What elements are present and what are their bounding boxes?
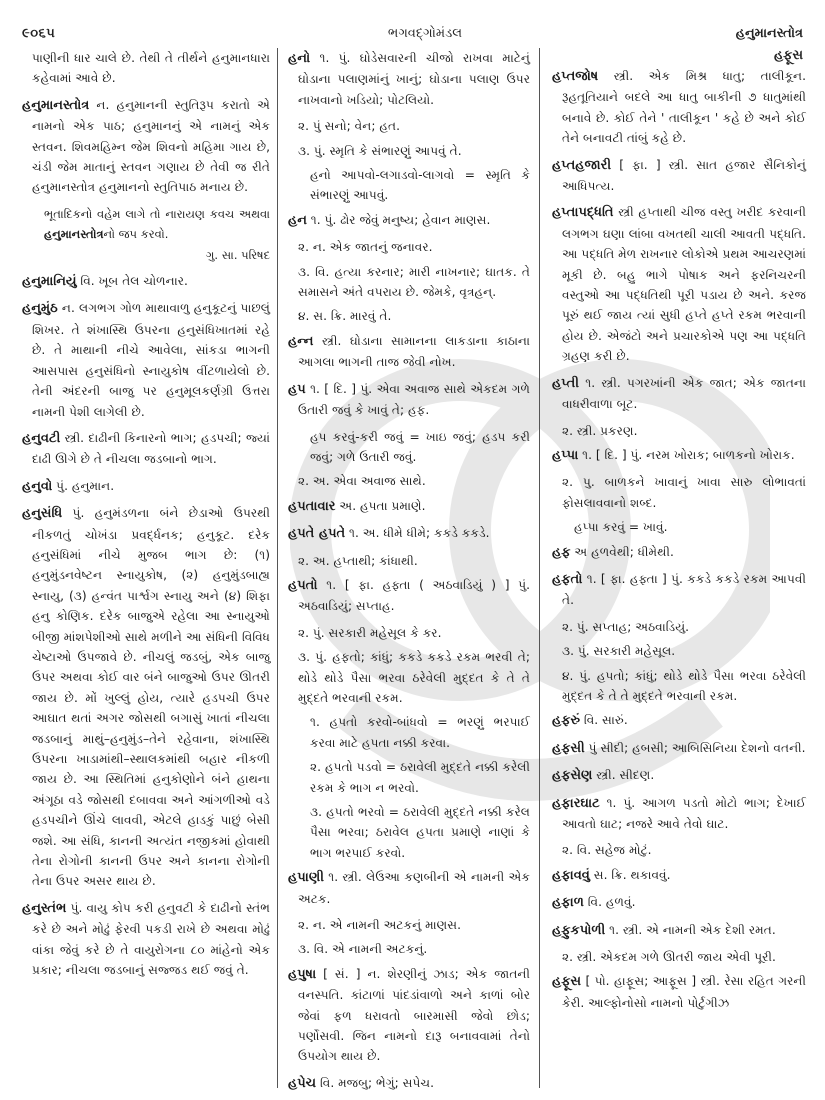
headword: હપતાવાર: [288, 498, 336, 514]
dictionary-entry: [288, 867, 530, 909]
definition: ૧. સ્ત્રી. પગરખાંની એક જાત; એક જાતના વાધરીવાળા બૂટ.: [562, 375, 806, 412]
dictionary-entry: [288, 48, 530, 110]
definition: [ પો. હાફૂસ; આફૂસ ] સ્ત્રી. રેસા રહિત ગરની કેરી. આલ્ફોનોસો નામનો પોર્ટુગીઝ: [562, 974, 806, 1010]
dictionary-entry: [22, 898, 270, 981]
dictionary-entry: [552, 542, 806, 563]
sense: ૨. ન. એક જાતનું જનાવર.: [298, 240, 433, 255]
headword: હફસેણ: [552, 768, 593, 784]
headword: હપ્તહજારી: [552, 157, 612, 173]
definition: વિ. સારું.: [580, 713, 628, 728]
sense: ૨. પું. સપ્તાહ; અઠવાડિયું.: [562, 619, 690, 634]
definition: ૧. [ ફા. હફ્તા ] પું. કકડે કકડે રકમ આપવી તે.: [562, 571, 806, 608]
headword: હફૂસ: [552, 974, 582, 990]
idiom: હનો આપવો-લગાડવો-લાગવો = સ્મૃતિ કે સંભારણું આપવું.: [310, 168, 530, 203]
headword: હપતે હપતે: [288, 526, 346, 542]
definition: ૧. પું. આગળ પડતો મોટો ભાગ; દેખાઈ આવતો ઘાટ; નજરે આવે તેવો ઘાટ.: [562, 795, 806, 831]
dictionary-entry: [288, 964, 530, 1067]
definition: સ્ત્રી હપ્તાથી ચીજ વસ્તુ ખરીદ કરવાની લગભગ ઘણા લાંબા વખતથી ચાલી આવતી પદ્ધતિ. આ પદ્ધતિ મેળ રાખનાર લોકોએ પ્રથમ આચરણમાં મૂકી છે. બહુ ભાગે પોષાક અને ફરનિચરની વસ્તુઓ આ પદ્ધતિથી પૂરી પડાય છે અને. કરજ પૂરું થઈ જાય ત્યાં સુધી હપ્તે હપ્તે રકમ ભરવાની હોય છે. એજંટો અને પ્રચારકોએ પણ આ પદ્ધતિ ગ્રહણ કરી છે.: [562, 205, 806, 364]
definition: ૧. [ દિ. ] પું. નરમ ખોરાક; બાળકનો ખોરાક.: [578, 447, 795, 462]
definition: વિ. ખૂબ તેલ ચોળનાર.: [76, 274, 188, 289]
definition: પું. હનુમંડળના બંને છેડાઓ ઉપરથી નીકળતું ચોખંડા પ્રવર્દ્ધનક; હનુકૂટ. દરેક હનુસંધિમાં નીચે મુજબ ભાગ છે: (૧) હનુમુંડનવેષ્ટન સ્નાયુકોષ, (૨) હનુમુંડબાહ્ય સ્નાયુ, (૩) હન્વંત પાર્શ્વગ સ્નાયુ અને (૪) શિફા હનુ કોણિક. દરેક બાજુએ રહેલા આ સ્નાયુઓ બીજી માંશપેશીઓ સાથે મળીને આ સંધિની વિવિધ ચેષ્ટાઓ ઉપજાવે છે. નીચલું જડબું, એક બાજુ ઉપર અથવા કોઈ વાર બંને બાજુઓ ઉપર ઊતરી જાય છે. મોં ખુલ્લું હોય, ત્યારે હડપચી ઉપર આઘાત થતાં અગર જોસથી બગાસું ખાતાં નીચલા જડબાનું માથું–હનુમુંડ–તેને રહેવાના, શંખાસ્થિ ઉપરના ખાડામાંથી–સ્થાલકમાંથી બહાર નીકળી જાય છે. આ સ્થિતિમાં હનુકોણોને બંને હાથના અંગૂઠા વડે જોસથી દબાવવા અને આંગળીઓ વડે હડપચીને ઊંચે લાવવી, એટલે હાડકું પાછું બેસી જશે. આ સંધિ, કાનની અત્યંત નજીકમાં હોવાથી તેના રોગોની કાનની ઉપર અને કાનના રોગોની તેના ઉપર અસર થાય છે.: [32, 506, 270, 889]
headword: હનુમાનિયું: [22, 274, 77, 290]
dictionary-entry: [552, 373, 806, 415]
sense: ૨. સ્ત્રી. એકદમ ગળે ઊતરી જાય એવી પૂરી.: [562, 950, 776, 965]
definition: ૧. [ ફા. હફ્તા ( અઠવાડિયું ) ] પું. અઠવાડિયું; સપ્તાહ.: [298, 577, 530, 614]
headword: હપ્તાપદ્ધતિ: [552, 205, 614, 221]
sense: ૨. સ્ત્રી. પ્રકરણ.: [562, 423, 638, 438]
definition: પું. હનુમાન.: [52, 478, 115, 493]
continued-text: પાણીની ધાર ચાલે છે. તેથી તે તીર્થને હનુમાનધારા કહેવામાં આવે છે.: [32, 51, 270, 86]
headword: હનુમાનસ્તોત્ર: [22, 97, 90, 113]
sense: ૪. પું. હપતો; કાંધું; થોડે થોડે પૈસા ભરવા ઠરેવેલી મુદ્દત કે તે તે મુદ્દતે ભરવાની રકમ.: [562, 668, 806, 703]
headword: હનુવો: [22, 478, 53, 494]
headword: હનુસંધિ: [22, 506, 63, 522]
headword: હપુષા: [288, 966, 317, 982]
sense: ૩. પું. સરકારી મહેસૂલ.: [562, 644, 676, 659]
definition: ૧. પું. ઘોડેસવારની ચીજો રાખવા માટેનું ઘોડાના પલાણમાંનું ખાનું; ઘોડાના પલાણ ઉપર નાખવાનો ખડિયો; પોટલિયો.: [298, 51, 530, 107]
dictionary-entry: [552, 155, 806, 197]
headword: હનો: [288, 51, 311, 66]
definition: સ. ક્રિ. થકાવવું.: [589, 867, 671, 882]
sense: ૨. અ. હપ્તાથી; કાંધાથી.: [298, 553, 418, 568]
definition: ૧. અ. ધીમે ધીમે; કકડે કકડે.: [345, 526, 490, 541]
dictionary-entry: [288, 379, 530, 421]
column-right: [552, 66, 806, 1019]
headword: હપ્પા: [552, 447, 579, 463]
definition: સ્ત્રી. એક મિશ્ર ધાતુ; તાલીકૂન. રૂહતૂતિયાને બદલે આ ધાતુ બાકીની ૭ ધાતુમાંથી બનાવે છે. કોઈ તેને ' તાલીકૂન ' કહે છે અને કોઈ તેને બનાવટી તાંબું કહે છે.: [562, 69, 806, 146]
book-title: ભગવદ્ગોમંડલ: [387, 26, 463, 41]
definition: વિ. મજબુ; ભેગું; સપેચ.: [316, 1075, 434, 1090]
definition: ૧. [ દિ. ] પું. એવા અવાજ સાથે એકદમ ગળે ઉતારી જવું કે ખાવું તે; હફ.: [298, 381, 530, 418]
headword: હપ્તી: [552, 375, 580, 391]
headword: હનુવટી: [22, 430, 61, 446]
sense: ૨. પું સનો; વેન; હત.: [298, 119, 400, 134]
column-divider: [539, 48, 540, 1088]
headword: હફ: [552, 544, 571, 560]
dictionary-entry: [288, 523, 530, 544]
headword: હનુસ્તંભ: [22, 900, 67, 916]
guide-word-first: હનુમાનસ્તોત્ર: [735, 26, 803, 41]
dictionary-entry: [22, 271, 270, 292]
dictionary-entry: [552, 66, 806, 149]
idiom: હપ કરવું-કરી જવું = ખાઇ જવું; હડપ કરી જવું; ગળે ઉતારી જવું.: [310, 429, 530, 464]
page-number: ૯૦૬૫: [22, 26, 56, 41]
headword: હફરું: [552, 713, 581, 729]
definition: [ સં. ] ન. શેરણીનું ઝાડ; એક જાતની વનસ્પતિ. કાંટાળાં પાંદડાંવાળો અને કાળાં બોર જેવાં ફળ ધરાવતો બારમાસી જેવો છોડ; પર્ણોસવી. જિન નામનો દારૂ બનાવવામાં તેનો ઉપયોગ થાય છે.: [298, 966, 530, 1064]
definition: વિ. હળવું.: [583, 895, 636, 910]
dictionary-entry: [22, 503, 270, 892]
dictionary-entry: [552, 765, 806, 786]
headword: હપ: [288, 381, 306, 397]
sense: ૪. સ. ક્રિ. મારવું તે.: [298, 309, 392, 324]
dictionary-entry: [552, 738, 806, 759]
definition: [ ફા. ] સ્ત્રી. સાત હજાર સૈનિકોનું આધિપત્ય.: [562, 157, 806, 194]
sense: ૩. વિ. એ નામની અટકનું.: [298, 942, 428, 957]
definition: સ્ત્રી. ઘોડાના સામાનના લાકડાના કાઠાના આગલા ભાગની તાજ જેવી નોખ.: [298, 333, 530, 370]
headword: હફસી: [552, 740, 585, 756]
dictionary-entry: [552, 892, 806, 913]
dictionary-entry: [288, 331, 530, 373]
dictionary-entry: [288, 1073, 530, 1094]
sense: ૨. અ. એવા અવાજ સાથે.: [298, 474, 426, 489]
headword: હફાવવું: [552, 867, 590, 883]
idiom: ૧. હપતો કરવો-બાંધવો = ભરણું ભરપાઈ કરવા માટે હપતા નક્કી કરવા.: [310, 715, 530, 750]
quote-source: ગુ. સા. પરિષદ: [205, 247, 270, 262]
sense: ૨. પું. સરકારી મહેસૂલ કે કર.: [298, 625, 442, 640]
dictionary-entry: [22, 298, 270, 421]
definition: ન. લગભગ ગોળ માથાવાળુ હનુકૂટનું પાછલું શિખર. તે શંખાસ્થિ ઉપરના હનુસંધિખાતમાં રહે છે. તે માથાની નીચે આવેલા, સાંકડા ભાગની આસપાસ હનુસંધિનો સ્નાયુકોષ વીંટળાયેલો છે. તેની અંદરની બાજુ પર હનુમૂલકર્ણગ્રી ઉત્તરા નામની પેશી લાગેલી છે.: [32, 301, 270, 419]
sense: ૨. વિ. સહેજ મોટું.: [562, 843, 652, 858]
definition: પું. વાયુ કોપ કરી હનુવટી કે દાઢીનો સ્તંભ કરે છે અને મોઢું ફેરવી પકડી રાખે છે અથવા મોઢું વાંકા જેવું કરે છે તે વાયુરોગના ૮૦ માંહેનો એક પ્રકાર; નીચલા જડબાનું સજ્જડ થઈ જવું તે.: [32, 900, 270, 978]
dictionary-entry: [552, 920, 806, 941]
dictionary-entry: [552, 865, 806, 886]
dictionary-entry: [288, 210, 530, 231]
definition: ન. હનુમાનની સ્તુતિરૂપ કરાતો એ નામનો એક પાઠ; હનુમાનનું એ નામનું એક સ્તવન. શિવમહિમ્ન જેમ શિવનો મહિમા ગાય છે, ચંડી જેમ માતાનું સ્તવન ગણાય છે તેવી જ રીતે હનુમાનસ્તોત્ર હનુમાનનો સ્તુતિપાઠ મનાય છે.: [32, 97, 270, 195]
idiom: ૩. હપતો ભરવો = ઠરાવેલી મુદ્દતે નક્કી કરેલ પૈસા ભરવા; ઠરાવેલ હપતા પ્રમાણે નાણાં કે ભાગ ભરપાઈ કરવો.: [310, 805, 530, 860]
guide-word-last: હફૂસ: [773, 48, 803, 63]
definition: અ હળવેથી; ધીમેથી.: [570, 544, 674, 559]
sense: ૨. ન. એ નામની અટકનું માણસ.: [298, 918, 462, 933]
dictionary-entry: [288, 575, 530, 617]
headword: હપાણી: [288, 870, 324, 886]
sense: ૩. પું. સ્મૃતિ કે સંભારણું આપવું તે.: [298, 143, 462, 158]
dictionary-entry: [552, 202, 806, 366]
headword: હન: [288, 212, 307, 228]
headword: હપતો: [288, 577, 318, 593]
page-header: [0, 22, 825, 63]
headword: હફતો: [552, 571, 583, 587]
dictionary-entry: [552, 569, 806, 611]
dictionary-entry: [552, 971, 806, 1013]
definition: ૧. સ્ત્રી. લેઉઆ કણબીની એ નામની એક અટક.: [298, 870, 530, 906]
definition: પું સીદી; હબસી; આબિસિનિયા દેશનો વતની.: [584, 740, 806, 755]
sense: ૩. વિ. હત્યા કરનાર; મારી નાખનાર; ઘાતક. તે સમાસને અંતે વપરાય છે. જેમકે, વૃત્રહન્.: [298, 264, 530, 300]
headword: હપ્તજોષ: [552, 69, 599, 84]
dictionary-entry: [552, 445, 806, 466]
dictionary-entry: [288, 496, 530, 517]
headword: હન્ન: [288, 333, 314, 349]
definition: સ્ત્રી. દાઢીની કિનારનો ભાગ; હડપચી; જ્યાં દાઢી ઊગે છે તે નીચલા જડબાનો ભાગ.: [32, 430, 270, 467]
usage-quote: ભૂતાદિકનો વહેમ લાગે તો નારાયણ કવચ અથવા હનુમાનસ્તોત્રનો જપ કરવો.: [44, 206, 270, 242]
definition: સ્ત્રી. સીદણ.: [592, 768, 655, 783]
dictionary-entry: [22, 428, 270, 470]
dictionary-entry: [552, 793, 806, 835]
headword: હફાળ: [552, 895, 584, 911]
idiom: હપ્પા કરવું = ખાવું.: [574, 520, 668, 535]
definition: અ. હપતા પ્રમાણે.: [335, 498, 426, 513]
headword: હનુમુંઠ: [22, 301, 58, 317]
headword: હફારઘાટ: [552, 795, 600, 811]
column-divider: [277, 48, 278, 1088]
definition: ૧. પું. ઢોર જેવું મનુષ્ય; હેવાન માણસ.: [306, 212, 491, 227]
headword: હફુકપોળી: [552, 922, 606, 938]
headword: હપેચ: [288, 1075, 317, 1091]
column-middle: [288, 48, 530, 1100]
dictionary-entry: [22, 476, 270, 497]
idiom: ૨. હપતો પડવો = ઠરાવેલી મુદ્દતે નક્કી કરેલી રકમ કે ભાગ ન ભરવો.: [310, 760, 530, 795]
column-left: [22, 48, 270, 986]
definition: ૧. સ્ત્રી. એ નામની એક દેશી રમત.: [605, 922, 776, 937]
sense: ૨. પુ. બાળકને ખાવાનું ખાવા સારુ લોભાવતાં ફોસલાવવાનો શબ્દ.: [562, 475, 806, 510]
dictionary-entry: [552, 710, 806, 731]
dictionary-entry: [22, 95, 270, 198]
sense: ૩. પું. હફતો; કાંધું; કકડે કકડે રકમ ભરવી તે; થોડે થોડે પૈસા ભરવા ઠરેવેલી મુદ્દત કે તે તે મુદ્દતે ભરવાની રકમ.: [298, 650, 530, 705]
